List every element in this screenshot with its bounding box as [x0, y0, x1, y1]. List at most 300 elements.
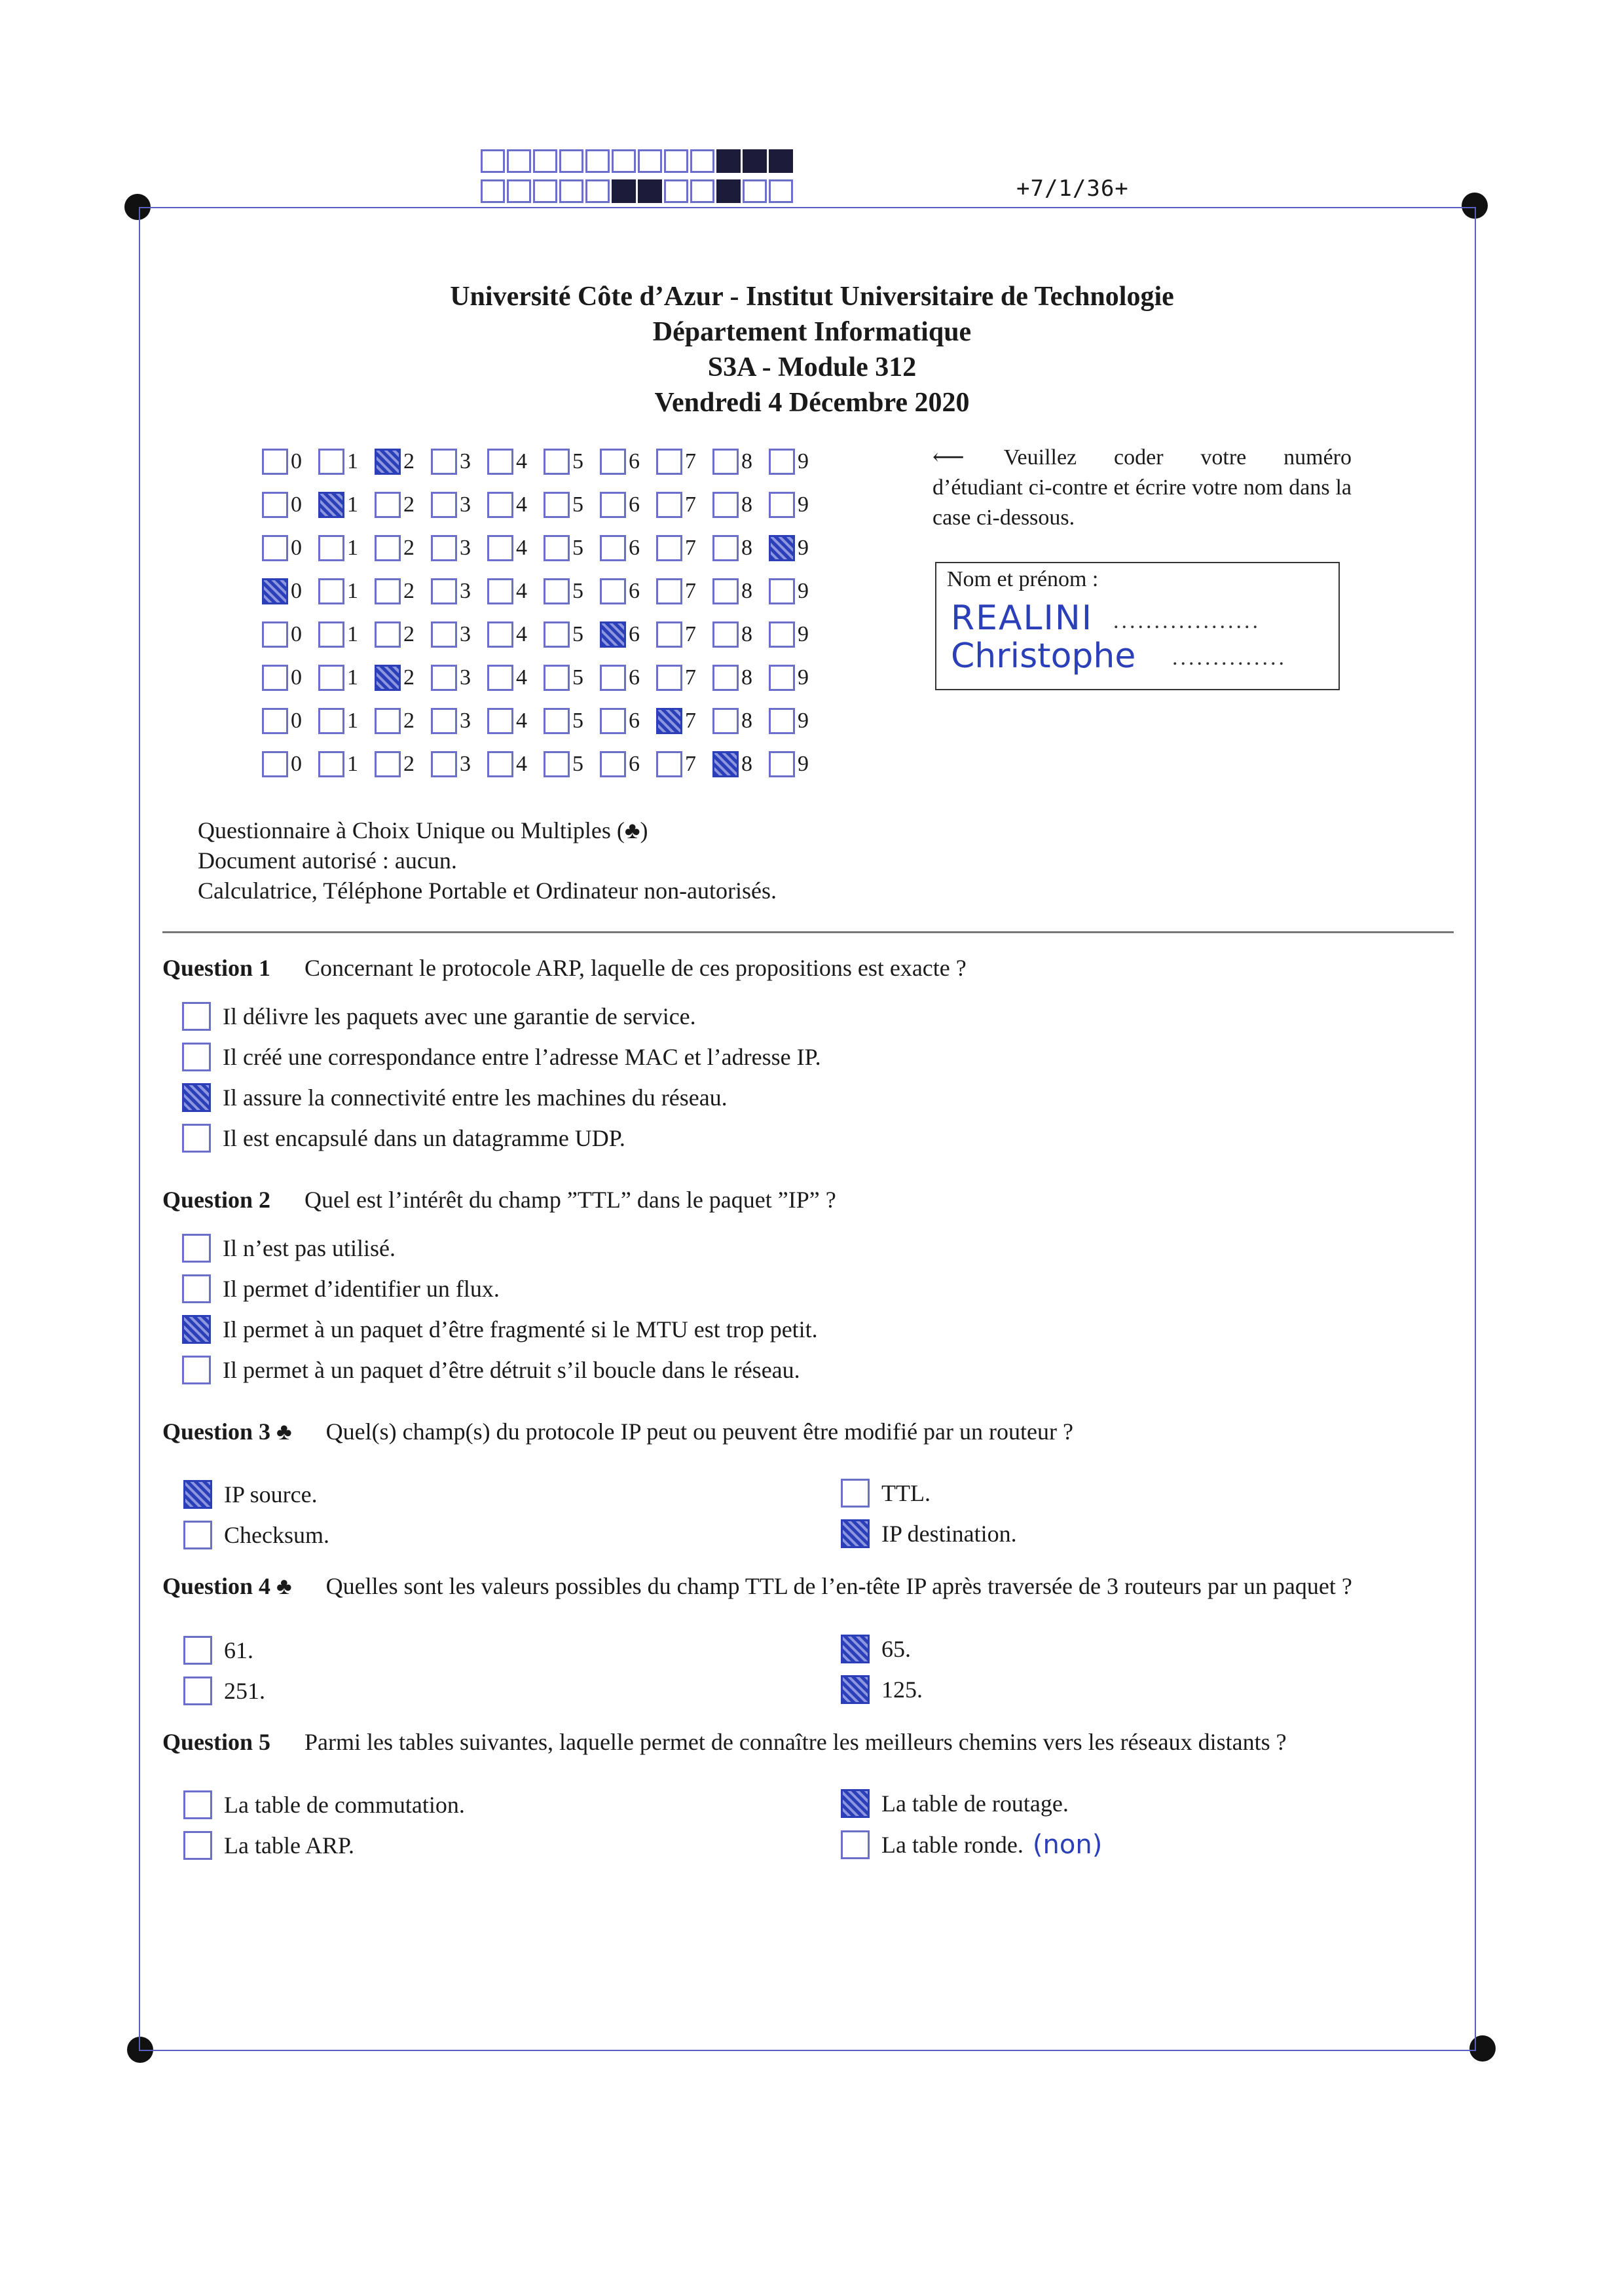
digit-option — [431, 665, 487, 691]
digit-checkbox[interactable] — [769, 535, 795, 561]
digit-checkbox[interactable] — [431, 449, 457, 475]
digit-checkbox[interactable] — [600, 665, 626, 691]
question-number — [162, 1187, 270, 1213]
code-box — [664, 179, 688, 203]
digit-checkbox[interactable] — [712, 665, 739, 691]
answer-text: IP source. — [224, 1481, 318, 1508]
digit-checkbox[interactable] — [375, 751, 401, 777]
digit-checkbox[interactable] — [487, 578, 513, 604]
digit-checkbox[interactable] — [318, 708, 344, 734]
digit-option — [769, 665, 825, 691]
digit-option — [487, 535, 544, 561]
digit-label: 4 — [516, 622, 527, 646]
digit-checkbox[interactable] — [656, 535, 682, 561]
code-box — [559, 179, 583, 203]
digit-checkbox[interactable] — [318, 621, 344, 648]
digit-label: 4 — [516, 492, 527, 517]
digit-option — [712, 708, 769, 734]
digit-label: 7 — [685, 709, 696, 733]
digit-label: 4 — [516, 536, 527, 560]
digit-option — [431, 578, 487, 604]
digit-option — [318, 708, 375, 734]
digit-label: 0 — [291, 449, 302, 473]
digit-label: 8 — [741, 536, 752, 560]
answer-checkbox[interactable] — [182, 1274, 211, 1303]
answer-text: Checksum. — [224, 1522, 329, 1548]
digit-checkbox[interactable] — [262, 621, 288, 648]
digit-checkbox[interactable] — [431, 751, 457, 777]
digit-option — [375, 492, 431, 518]
digit-checkbox[interactable] — [262, 492, 288, 518]
student-number-row — [262, 532, 825, 565]
digit-option — [656, 492, 712, 518]
digit-checkbox[interactable] — [544, 535, 570, 561]
digit-checkbox[interactable] — [712, 535, 739, 561]
digit-option — [600, 751, 656, 777]
digit-option — [375, 535, 431, 561]
frame-left-border — [139, 207, 140, 2050]
digit-checkbox[interactable] — [712, 492, 739, 518]
digit-checkbox[interactable] — [431, 578, 457, 604]
answer-option[interactable] — [182, 1274, 500, 1303]
answer-option[interactable] — [841, 1789, 1069, 1818]
digit-option — [656, 449, 712, 475]
digit-checkbox[interactable] — [712, 751, 739, 777]
digit-label: 2 — [403, 709, 415, 733]
answer-option[interactable] — [841, 1675, 923, 1704]
module-title: S3A - Module 312 — [707, 352, 917, 382]
digit-label: 4 — [516, 752, 527, 776]
question-text: Concernant le protocole ARP, laquelle de ces propositions est exacte ? — [304, 955, 967, 981]
student-number-row — [262, 618, 825, 651]
answer-option[interactable] — [182, 1083, 728, 1112]
digit-label: 1 — [347, 579, 358, 603]
answer-checkbox[interactable] — [841, 1519, 870, 1548]
digit-option — [431, 751, 487, 777]
digit-label: 4 — [516, 665, 527, 690]
digit-checkbox[interactable] — [262, 708, 288, 734]
digit-checkbox[interactable] — [487, 535, 513, 561]
digit-checkbox[interactable] — [544, 665, 570, 691]
digit-checkbox[interactable] — [318, 665, 344, 691]
digit-checkbox[interactable] — [600, 708, 626, 734]
code-box — [533, 179, 557, 203]
digit-option — [712, 449, 769, 475]
digit-option — [318, 449, 375, 475]
answer-text: TTL. — [881, 1480, 931, 1506]
digit-option — [318, 621, 375, 648]
digit-option — [431, 535, 487, 561]
digit-label: 9 — [798, 492, 809, 517]
digit-checkbox[interactable] — [262, 449, 288, 475]
answer-text: La table ronde. — [881, 1832, 1024, 1858]
question-label: Question 4 — [162, 1573, 271, 1599]
digit-option — [656, 621, 712, 648]
answer-option[interactable] — [183, 1480, 318, 1509]
question-2-title — [162, 1185, 836, 1214]
digit-option — [769, 492, 825, 518]
digit-checkbox[interactable] — [600, 492, 626, 518]
digit-option — [769, 708, 825, 734]
digit-label: 7 — [685, 752, 696, 776]
digit-checkbox[interactable] — [544, 751, 570, 777]
answer-option[interactable] — [183, 1831, 354, 1860]
answer-checkbox[interactable] — [841, 1675, 870, 1704]
digit-checkbox[interactable] — [769, 449, 795, 475]
digit-checkbox[interactable] — [769, 621, 795, 648]
answer-text: 125. — [881, 1676, 923, 1703]
digit-label: 0 — [291, 536, 302, 560]
digit-label: 2 — [403, 449, 415, 473]
digit-checkbox[interactable] — [375, 535, 401, 561]
question-number — [162, 1729, 270, 1755]
digit-checkbox[interactable] — [318, 492, 344, 518]
digit-checkbox[interactable] — [318, 449, 344, 475]
code-box — [769, 179, 793, 203]
digit-option — [487, 449, 544, 475]
digit-option — [712, 751, 769, 777]
digit-label: 2 — [403, 665, 415, 690]
digit-option — [375, 708, 431, 734]
digit-checkbox[interactable] — [712, 449, 739, 475]
digit-checkbox[interactable] — [375, 665, 401, 691]
answer-option[interactable] — [182, 1356, 800, 1384]
digit-checkbox[interactable] — [375, 708, 401, 734]
answer-checkbox[interactable] — [841, 1479, 870, 1508]
digit-checkbox[interactable] — [487, 751, 513, 777]
digit-label: 3 — [460, 492, 471, 517]
digit-label: 4 — [516, 449, 527, 473]
digit-option — [544, 535, 600, 561]
digit-option — [262, 708, 318, 734]
student-number-row — [262, 661, 825, 694]
digit-checkbox[interactable] — [769, 665, 795, 691]
digit-checkbox[interactable] — [544, 492, 570, 518]
code-box — [559, 149, 583, 173]
answer-text: IP destination. — [881, 1521, 1017, 1547]
digit-label: 1 — [347, 665, 358, 690]
digit-checkbox[interactable] — [712, 621, 739, 648]
name-dotted-line-1: .................. — [1113, 609, 1261, 633]
digit-label: 7 — [685, 536, 696, 560]
digit-option — [487, 621, 544, 648]
digit-checkbox[interactable] — [487, 665, 513, 691]
digit-label: 7 — [685, 622, 696, 646]
digit-label: 8 — [741, 665, 752, 690]
digit-label: 3 — [460, 709, 471, 733]
digit-label: 7 — [685, 665, 696, 690]
digit-checkbox[interactable] — [262, 751, 288, 777]
answer-text: Il permet à un paquet d’être fragmenté si le MTU est trop petit. — [223, 1316, 818, 1342]
digit-checkbox[interactable] — [375, 449, 401, 475]
digit-checkbox[interactable] — [431, 708, 457, 734]
digit-label: 6 — [629, 536, 640, 560]
digit-checkbox[interactable] — [487, 449, 513, 475]
digit-label: 8 — [741, 709, 752, 733]
answer-option[interactable] — [841, 1635, 911, 1663]
answer-text: Il délivre les paquets avec une garantie de service. — [223, 1003, 696, 1029]
answer-checkbox[interactable] — [183, 1480, 212, 1509]
digit-label: 9 — [798, 536, 809, 560]
question-label: Question 3 — [162, 1418, 271, 1445]
digit-checkbox[interactable] — [656, 621, 682, 648]
digit-option — [375, 621, 431, 648]
answer-checkbox[interactable] — [841, 1830, 870, 1859]
instructions-text: Veuillez coder votre numéro d’étudiant ci-contre et écrire votre nom dans la case ci-dessous. — [932, 445, 1352, 530]
digit-option — [318, 665, 375, 691]
digit-checkbox[interactable] — [600, 621, 626, 648]
digit-label: 2 — [403, 579, 415, 603]
code-box — [716, 179, 741, 203]
digit-option — [544, 621, 600, 648]
digit-option — [769, 578, 825, 604]
answer-option[interactable] — [841, 1830, 1102, 1860]
digit-option — [375, 449, 431, 475]
digit-option — [431, 708, 487, 734]
digit-checkbox[interactable] — [431, 535, 457, 561]
digit-label: 0 — [291, 752, 302, 776]
question-5-title — [162, 1728, 1287, 1756]
digit-option — [769, 449, 825, 475]
digit-checkbox[interactable] — [262, 535, 288, 561]
answer-checkbox[interactable] — [841, 1789, 870, 1818]
name-box-label: Nom et prénom : — [947, 567, 1099, 591]
code-box — [585, 179, 610, 203]
handwritten-first-name: Christophe — [951, 637, 1136, 676]
answer-option[interactable] — [841, 1479, 931, 1508]
question-number — [162, 1573, 292, 1599]
answer-text: Il permet d’identifier un flux. — [223, 1276, 500, 1302]
digit-label: 9 — [798, 665, 809, 690]
student-number-instructions — [932, 443, 1352, 533]
question-4-title — [162, 1572, 1352, 1601]
answer-option[interactable] — [841, 1519, 1017, 1548]
answer-option[interactable] — [183, 1521, 329, 1549]
digit-option — [487, 578, 544, 604]
digit-label: 9 — [798, 709, 809, 733]
digit-label: 2 — [403, 536, 415, 560]
digit-option — [262, 535, 318, 561]
answer-text: 65. — [881, 1636, 911, 1662]
digit-label: 8 — [741, 492, 752, 517]
registration-mark-bottom-right — [1469, 2035, 1496, 2062]
digit-option — [544, 449, 600, 475]
digit-checkbox[interactable] — [656, 578, 682, 604]
digit-option — [262, 621, 318, 648]
answer-checkbox[interactable] — [182, 1043, 211, 1071]
digit-checkbox[interactable] — [431, 492, 457, 518]
code-box — [716, 149, 741, 173]
digit-checkbox[interactable] — [487, 621, 513, 648]
digit-checkbox[interactable] — [544, 578, 570, 604]
digit-label: 1 — [347, 752, 358, 776]
digit-option — [318, 492, 375, 518]
student-number-row — [262, 489, 825, 521]
digit-option — [600, 449, 656, 475]
code-box — [533, 149, 557, 173]
digit-checkbox[interactable] — [600, 578, 626, 604]
digit-label: 0 — [291, 622, 302, 646]
answer-checkbox[interactable] — [841, 1635, 870, 1663]
digit-label: 7 — [685, 579, 696, 603]
digit-label: 7 — [685, 449, 696, 473]
question-label: Question 5 — [162, 1729, 271, 1755]
answer-option[interactable] — [183, 1636, 253, 1665]
digit-option — [262, 492, 318, 518]
code-box — [690, 149, 714, 173]
answer-checkbox[interactable] — [183, 1521, 212, 1549]
digit-label: 9 — [798, 752, 809, 776]
answer-checkbox[interactable] — [182, 1083, 211, 1112]
digit-label: 6 — [629, 665, 640, 690]
answer-checkbox[interactable] — [183, 1676, 212, 1705]
digit-label: 8 — [741, 449, 752, 473]
answer-checkbox[interactable] — [183, 1831, 212, 1860]
digit-option — [656, 751, 712, 777]
answer-checkbox[interactable] — [183, 1636, 212, 1665]
digit-checkbox[interactable] — [262, 578, 288, 604]
answer-checkbox[interactable] — [182, 1002, 211, 1031]
digit-label: 5 — [572, 622, 583, 646]
digit-checkbox[interactable] — [712, 708, 739, 734]
digit-checkbox[interactable] — [431, 665, 457, 691]
section-separator — [162, 931, 1454, 933]
student-number-row — [262, 705, 825, 737]
digit-label: 2 — [403, 752, 415, 776]
digit-checkbox[interactable] — [375, 621, 401, 648]
digit-checkbox[interactable] — [544, 449, 570, 475]
answer-option[interactable] — [182, 1002, 696, 1031]
digit-checkbox[interactable] — [375, 578, 401, 604]
digit-label: 3 — [460, 536, 471, 560]
digit-checkbox[interactable] — [600, 449, 626, 475]
page-id: +7/1/36+ — [1016, 176, 1129, 202]
digit-option — [375, 751, 431, 777]
digit-option — [318, 535, 375, 561]
answer-option[interactable] — [183, 1676, 265, 1705]
digit-option — [769, 751, 825, 777]
digit-checkbox[interactable] — [656, 665, 682, 691]
digit-checkbox[interactable] — [262, 665, 288, 691]
digit-checkbox[interactable] — [431, 621, 457, 648]
digit-checkbox[interactable] — [656, 492, 682, 518]
digit-label: 1 — [347, 622, 358, 646]
digit-label: 5 — [572, 492, 583, 517]
digit-checkbox[interactable] — [544, 621, 570, 648]
digit-option — [712, 535, 769, 561]
code-box — [664, 149, 688, 173]
digit-option — [600, 665, 656, 691]
digit-checkbox[interactable] — [656, 708, 682, 734]
university-title: Université Côte d’Azur - Institut Universitaire de Technologie — [450, 282, 1174, 312]
answer-option[interactable] — [182, 1124, 625, 1153]
digit-label: 5 — [572, 579, 583, 603]
digit-option — [656, 578, 712, 604]
digit-option — [262, 449, 318, 475]
page-code-row-1 — [481, 149, 795, 173]
digit-checkbox[interactable] — [712, 578, 739, 604]
digit-option — [712, 665, 769, 691]
digit-label: 1 — [347, 536, 358, 560]
answer-option[interactable] — [183, 1790, 465, 1819]
answer-text: Il assure la connectivité entre les machines du réseau. — [223, 1084, 728, 1111]
digit-label: 0 — [291, 665, 302, 690]
answer-checkbox[interactable] — [182, 1234, 211, 1263]
digit-checkbox[interactable] — [318, 578, 344, 604]
digit-option — [712, 578, 769, 604]
digit-option — [262, 665, 318, 691]
digit-checkbox[interactable] — [769, 708, 795, 734]
frame-right-border — [1475, 207, 1476, 2050]
forbidden-devices: Calculatrice, Téléphone Portable et Ordinateur non-autorisés. — [198, 878, 777, 904]
digit-checkbox[interactable] — [487, 492, 513, 518]
digit-label: 4 — [516, 579, 527, 603]
digit-option — [600, 578, 656, 604]
digit-label: 8 — [741, 622, 752, 646]
left-arrow-icon: ⟵ — [932, 445, 965, 470]
name-dotted-line-2: .............. — [1172, 646, 1287, 670]
student-number-row — [262, 575, 825, 608]
code-box — [507, 149, 531, 173]
digit-label: 0 — [291, 579, 302, 603]
digit-checkbox[interactable] — [656, 449, 682, 475]
answer-text: La table de routage. — [881, 1790, 1069, 1817]
digit-checkbox[interactable] — [600, 535, 626, 561]
digit-checkbox[interactable] — [375, 492, 401, 518]
department-title: Département Informatique — [652, 317, 972, 347]
answer-checkbox[interactable] — [183, 1790, 212, 1819]
answer-checkbox[interactable] — [182, 1356, 211, 1384]
digit-option — [487, 492, 544, 518]
club-icon: ♣ — [270, 1573, 292, 1599]
answer-text: La table ARP. — [224, 1832, 354, 1859]
digit-checkbox[interactable] — [656, 751, 682, 777]
answer-text: Il permet à un paquet d’être détruit s’il boucle dans le réseau. — [223, 1357, 800, 1383]
digit-label: 5 — [572, 449, 583, 473]
digit-checkbox[interactable] — [769, 751, 795, 777]
answer-checkbox[interactable] — [182, 1315, 211, 1344]
code-box — [507, 179, 531, 203]
digit-label: 6 — [629, 579, 640, 603]
digit-option — [318, 751, 375, 777]
answer-option[interactable] — [182, 1043, 821, 1071]
digit-option — [544, 751, 600, 777]
digit-option — [544, 492, 600, 518]
digit-option — [487, 751, 544, 777]
digit-label: 6 — [629, 449, 640, 473]
answer-checkbox[interactable] — [182, 1124, 211, 1153]
digit-checkbox[interactable] — [769, 492, 795, 518]
exam-date: Vendredi 4 Décembre 2020 — [654, 388, 970, 418]
digit-label: 3 — [460, 622, 471, 646]
digit-checkbox[interactable] — [487, 708, 513, 734]
code-box — [612, 179, 636, 203]
digit-checkbox[interactable] — [544, 708, 570, 734]
page-code-row-2 — [481, 179, 795, 203]
code-box — [769, 149, 793, 173]
name-box[interactable] — [935, 562, 1340, 690]
club-icon: ♣ — [270, 1418, 292, 1445]
digit-option — [487, 665, 544, 691]
digit-checkbox[interactable] — [318, 535, 344, 561]
answer-option[interactable] — [182, 1315, 818, 1344]
code-box — [743, 179, 767, 203]
answer-option[interactable] — [182, 1234, 396, 1263]
digit-checkbox[interactable] — [318, 751, 344, 777]
digit-checkbox[interactable] — [600, 751, 626, 777]
question-1-title — [162, 954, 967, 982]
digit-checkbox[interactable] — [769, 578, 795, 604]
